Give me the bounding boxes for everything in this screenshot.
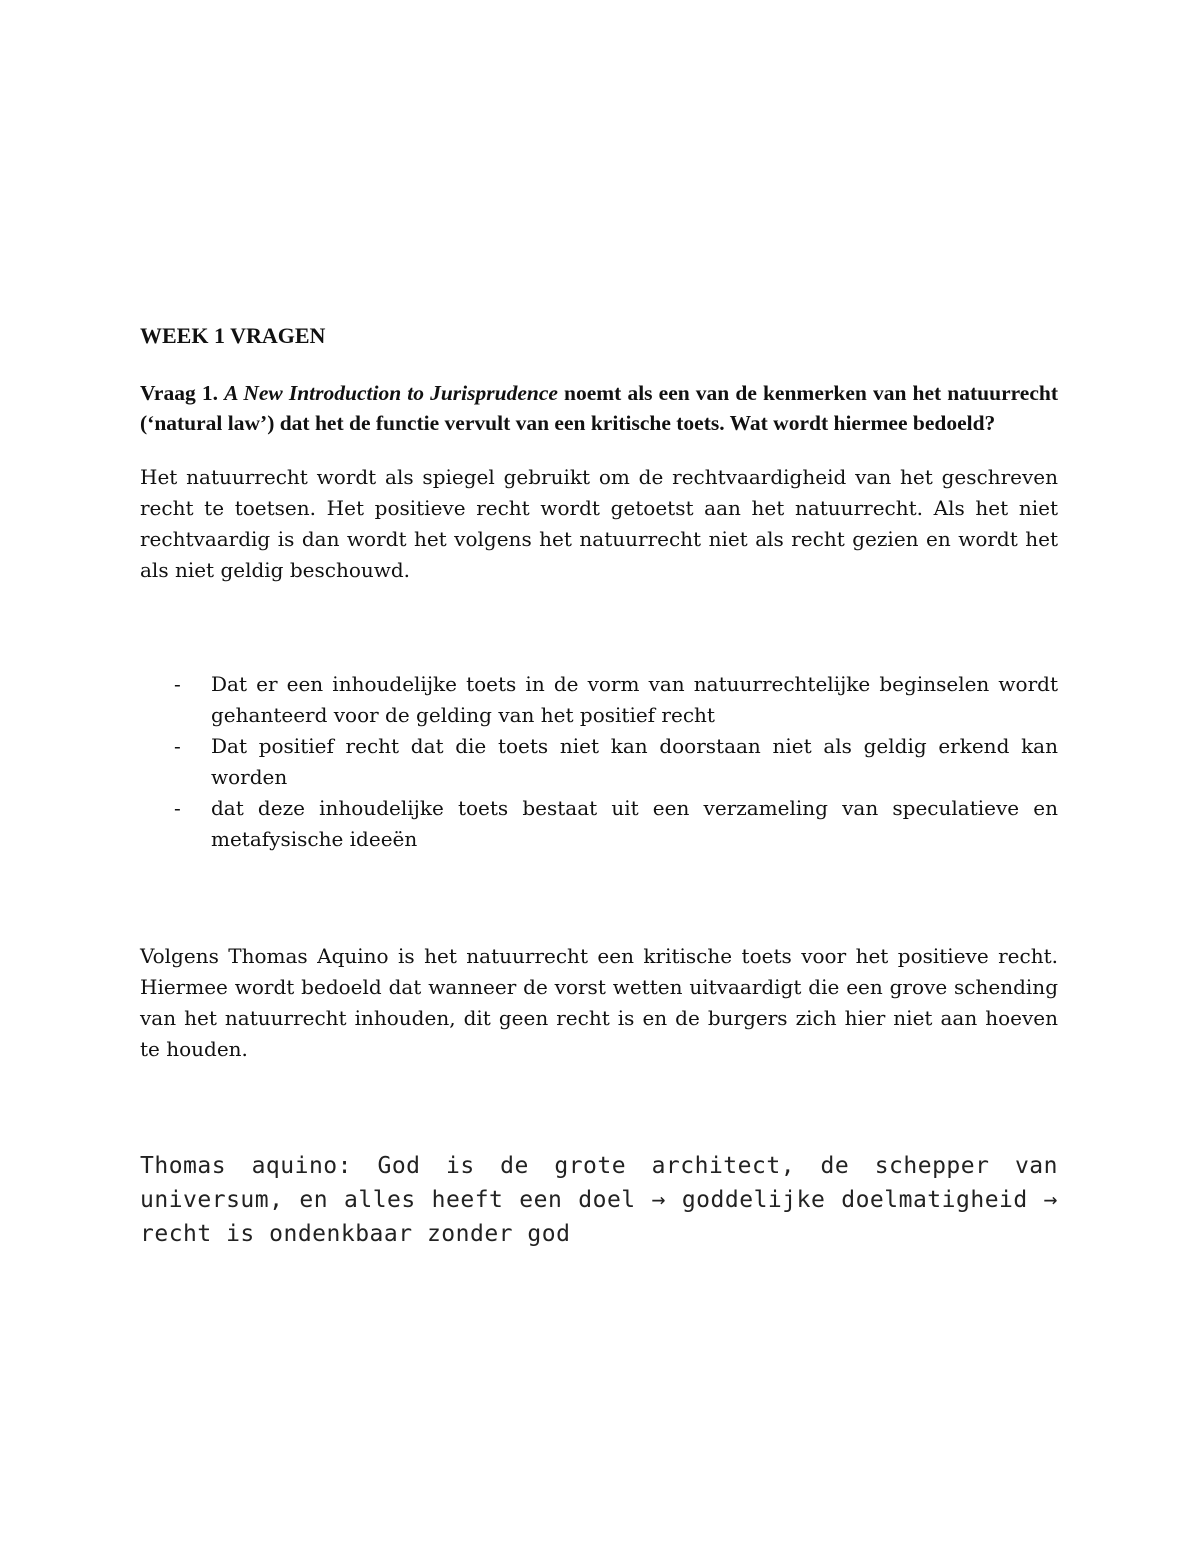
question-prefix: Vraag 1. bbox=[140, 381, 225, 405]
list-item-text: dat deze inhoudelijke toets bestaat uit een verzameling van speculatieve en metafysische ideeën bbox=[211, 796, 1058, 851]
handwritten-note: Thomas aquino: God is de grote architect, de schepper van universum, en alles heeft een doel → goddelijke doelmatigheid → recht is ondenkbaar zonder god bbox=[140, 1153, 1058, 1247]
list-item-text: Dat positief recht dat die toets niet kan doorstaan niet als geldig erkend kan worden bbox=[211, 734, 1058, 789]
answer-paragraph: Het natuurrecht wordt als spiegel gebruikt om de rechtvaardigheid van het geschreven recht te toetsen. Het positieve recht wordt getoetst aan het natuurrecht. Als het niet rechtvaardig is dan wordt het volgens het natuurrecht niet als recht gezien en wordt het als niet geldig beschouwd. bbox=[140, 465, 1058, 582]
aquino-paragraph: Volgens Thomas Aquino is het natuurrecht een kritische toets voor het positieve recht. Hiermee wordt bedoeld dat wanneer de vorst wetten uitvaardigt die een grove schending van het natuurrecht inhouden, dit geen recht is en de burgers zich hier niet aan hoeven te houden. bbox=[140, 944, 1058, 1061]
document-page bbox=[140, 318, 1058, 1251]
question-text: noemt als een van de kenmerken van het natuurrecht (‘natural law’) dat het de functie vervult van een kritische toets. Wat wordt hiermee bedoeld? bbox=[140, 381, 1058, 435]
question-1 bbox=[140, 378, 1058, 438]
list-item bbox=[140, 793, 1058, 855]
bullet-dash: - bbox=[174, 796, 181, 820]
list-item bbox=[140, 669, 1058, 731]
bullet-dash: - bbox=[174, 734, 181, 758]
bullet-list bbox=[140, 669, 1058, 855]
list-item-text: Dat er een inhoudelijke toets in de vorm van natuurrechtelijke beginselen wordt gehanteerd voor de gelding van het positief recht bbox=[211, 672, 1058, 727]
book-title: A New Introduction to Jurisprudence bbox=[224, 381, 558, 405]
bullet-dash: - bbox=[174, 672, 181, 696]
page-heading: WEEK 1 VRAGEN bbox=[140, 323, 326, 348]
list-item bbox=[140, 731, 1058, 793]
